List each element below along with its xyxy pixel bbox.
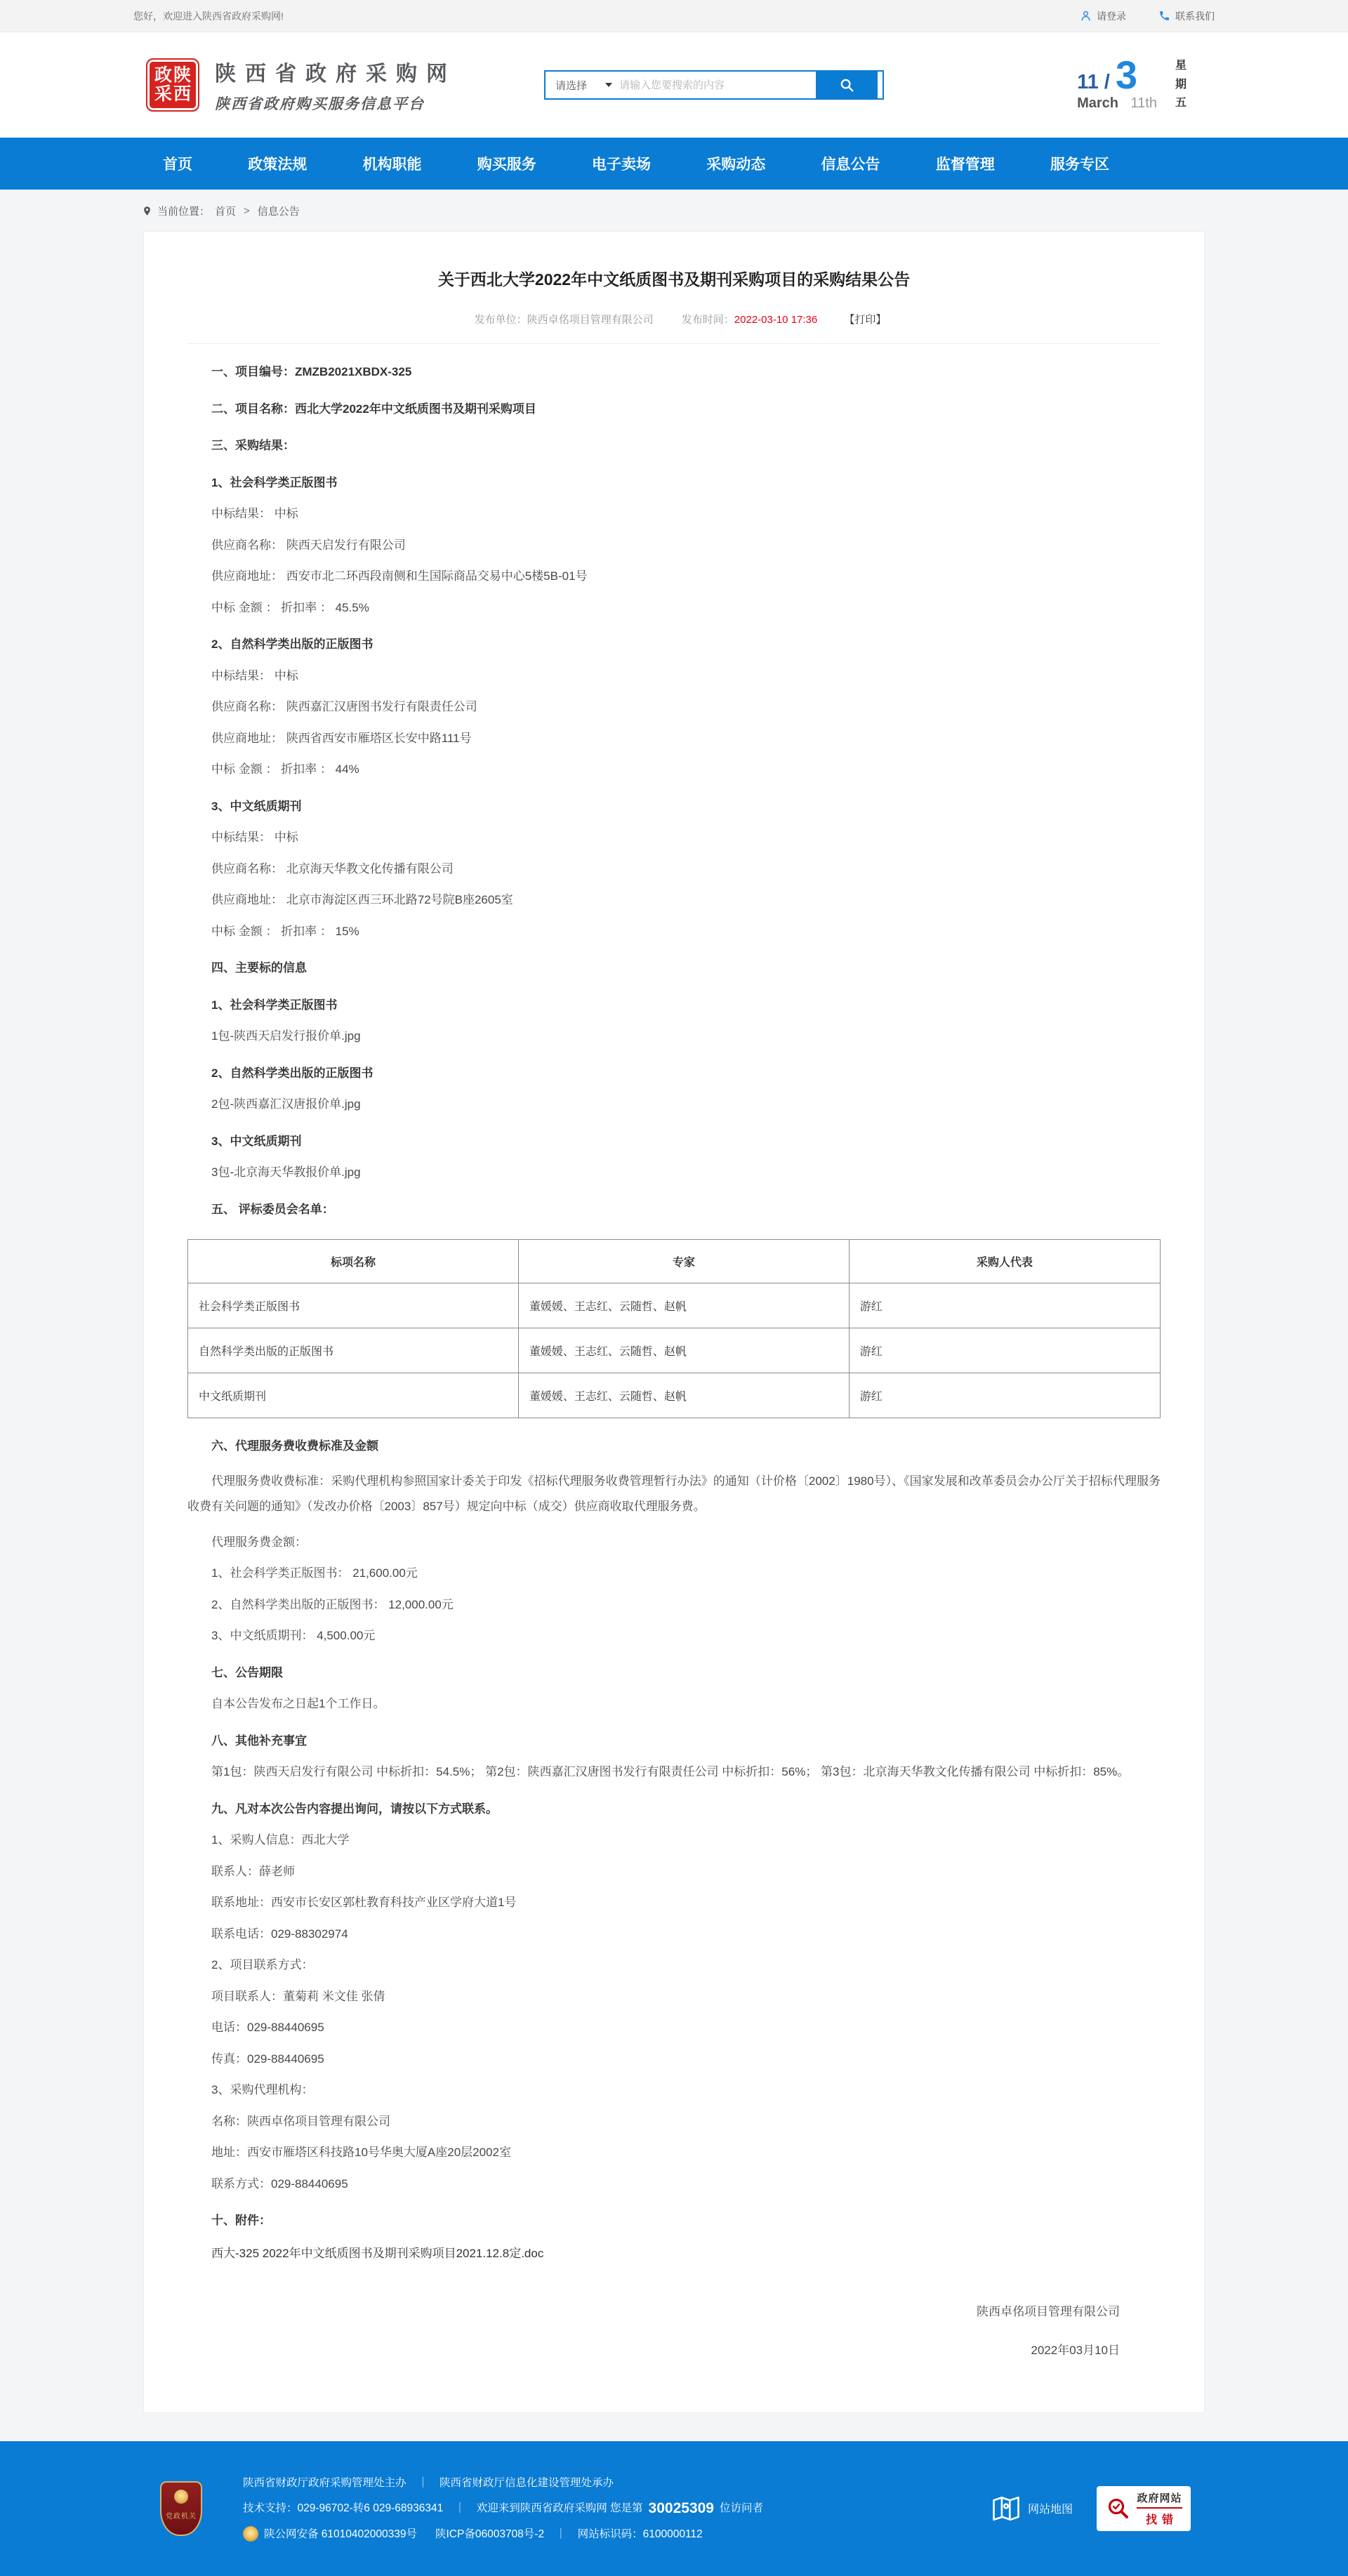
publish-time: 2022-03-10 17:36 bbox=[734, 314, 818, 326]
table-header-cell: 标项名称 bbox=[188, 1240, 519, 1283]
date-widget bbox=[1077, 53, 1187, 112]
table-cell: 社会科学类正版图书 bbox=[188, 1283, 519, 1328]
breadcrumb bbox=[133, 190, 1215, 231]
article-paragraph: 地址：西安市雁塔区科技路10号华奥大厦A座20层2002室 bbox=[211, 2146, 511, 2160]
sitemap-link[interactable] bbox=[991, 2494, 1073, 2523]
site-name: 陕西省政府采购网 bbox=[215, 62, 456, 86]
footer-site-code: 网站标识码：6100000112 bbox=[577, 2528, 703, 2540]
login-label: 请登录 bbox=[1097, 10, 1126, 22]
article-paragraph: 1、采购人信息：西北大学 bbox=[211, 1833, 350, 1847]
sitemap-label: 网站地图 bbox=[1027, 2504, 1073, 2516]
table-cell: 游红 bbox=[849, 1373, 1160, 1418]
section-heading: 2、自然科学类出版的正版图书 bbox=[211, 638, 374, 652]
footer-visitor-pre: 欢迎来到陕西省政府采购网 您是第 bbox=[476, 2502, 643, 2515]
table-row bbox=[188, 1283, 1161, 1328]
breadcrumb-prefix: 当前位置： bbox=[157, 206, 211, 218]
article-paragraph: 供应商地址： 西安市北二环西段南侧和生国际商品交易中心5楼5B-01号 bbox=[211, 569, 588, 583]
article-paragraph: 电话：029-88440695 bbox=[211, 2021, 324, 2035]
table-cell: 董媛媛、王志红、云随哲、赵帆 bbox=[518, 1373, 849, 1418]
section-heading: 八、其他补充事宜 bbox=[211, 1733, 307, 1748]
attachment-link[interactable]: 西大-325 2022年中文纸质图书及期刊采购项目2021.12.8定.doc bbox=[211, 2246, 544, 2260]
nav-item-policy[interactable]: 政策法规 bbox=[248, 157, 308, 173]
footer-tech-support: 技术支持：029-96702-转6 029-68936341 bbox=[243, 2502, 444, 2515]
footer-sponsor: 陕西省财政厅政府采购管理处主办 bbox=[243, 2476, 407, 2489]
table-cell: 游红 bbox=[849, 1283, 1160, 1328]
section-heading: 2、自然科学类出版的正版图书 bbox=[211, 1066, 374, 1080]
map-icon bbox=[991, 2494, 1021, 2523]
breadcrumb-current[interactable]: 信息公告 bbox=[257, 206, 300, 218]
article-paragraph: 供应商名称： 陕西嘉汇汉唐图书发行有限责任公司 bbox=[211, 700, 477, 714]
footer-icp-number[interactable]: 陕ICP备06003708号-2 bbox=[435, 2528, 545, 2540]
site-subtitle: 陕西省政府购买服务信息平台 bbox=[215, 96, 425, 112]
section-heading: 3、中文纸质期刊 bbox=[211, 799, 302, 813]
article-paragraph: 供应商地址： 北京市海淀区西三环北路72号院B座2605室 bbox=[211, 893, 513, 907]
page-title: 关于西北大学2022年中文纸质图书及期刊采购项目的采购结果公告 bbox=[437, 270, 911, 289]
date-month-name: March bbox=[1077, 95, 1118, 112]
article-paragraph: 名称：陕西卓佲项目管理有限公司 bbox=[211, 2114, 390, 2128]
article-paragraph: 1、社会科学类正版图书： 21,600.00元 bbox=[211, 1566, 418, 1580]
article-paragraph: 中标 金额 ： 折扣率 ： 45.5% bbox=[211, 600, 369, 614]
article-body bbox=[187, 363, 1161, 2358]
weekday-text bbox=[1175, 57, 1187, 112]
date-month-number: 3 bbox=[1115, 53, 1137, 98]
section-heading: 二、项目名称：西北大学2022年中文纸质图书及期刊采购项目 bbox=[211, 402, 536, 416]
section-heading: 九、凡对本次公告内容提出询问，请按以下方式联系。 bbox=[211, 1802, 498, 1816]
article-paragraph: 中标结果： 中标 bbox=[211, 831, 298, 845]
section-heading: 一、项目编号：ZMZB2021XBDX-325 bbox=[211, 365, 412, 379]
search-button[interactable] bbox=[816, 72, 878, 98]
table-row bbox=[188, 1373, 1161, 1418]
footer-organizer: 陕西省财政厅信息化建设管理处承办 bbox=[440, 2476, 614, 2489]
logo-char: 采 bbox=[154, 84, 172, 104]
article-paragraph: 代理服务费收费标准：采购代理机构参照国家计委关于印发《招标代理服务收费管理暂行办法》的通知（计价格〔2002〕1980号）、《国家发展和改革委员会办公厅关于招标代理服务收费有关问题的通知》（发改办价格〔2003〕857号）规定向中标（成交）供应商收取代理服务费。 bbox=[187, 1474, 1161, 1514]
footer-gongan-number[interactable]: 陕公网安备 61010402000339号 bbox=[264, 2528, 417, 2540]
publish-info bbox=[187, 312, 1161, 326]
table-header-cell: 采购人代表 bbox=[849, 1240, 1160, 1283]
shield-emblem-icon bbox=[174, 2490, 188, 2504]
visitor-count: 30025309 bbox=[648, 2500, 714, 2517]
table-cell: 游红 bbox=[849, 1328, 1160, 1373]
nav-item-supervision[interactable]: 监督管理 bbox=[935, 157, 995, 173]
nav-item-home[interactable]: 首页 bbox=[163, 157, 192, 173]
police-badge-icon bbox=[243, 2526, 258, 2542]
search-icon bbox=[839, 77, 854, 93]
article-paragraph: 联系人：薛老师 bbox=[211, 1864, 295, 1878]
article-paragraph: 供应商名称： 陕西天启发行有限公司 bbox=[211, 538, 406, 552]
article-paragraph: 代理服务费金额： bbox=[211, 1535, 307, 1549]
footer: 党政机关 陕西省财政厅政府采购管理处主办 ｜ 陕西省财政厅信息化建设管理处承办 技术支持：029-96702-转6 029-68936341 ｜ 欢迎来到陕西省政府采购网 您是第 30025309 位访问者 陕公网安备 61010402000339号 陕ICP备06003708号-2 ｜ 网站标识码：6100000112 网站地图 政府网站 找错 bbox=[0, 2441, 1348, 2576]
article-paragraph: 中标 金额 ： 折扣率 ： 44% bbox=[211, 762, 359, 777]
search-input[interactable] bbox=[619, 72, 816, 98]
signature-company: 陕西卓佲项目管理有限公司 bbox=[977, 2304, 1120, 2318]
section-heading: 十、附件： bbox=[211, 2214, 271, 2228]
header bbox=[0, 32, 1348, 138]
error-badge-line2: 找错 bbox=[1145, 2514, 1178, 2526]
search-category-select[interactable] bbox=[546, 72, 619, 98]
article-paragraph: 2包-陕西嘉汇汉唐报价单.jpg bbox=[211, 1097, 361, 1111]
weekday-char: 五 bbox=[1175, 97, 1187, 110]
user-icon bbox=[1080, 10, 1092, 22]
nav-item-purchase-service[interactable]: 购买服务 bbox=[477, 157, 536, 173]
table-header-row bbox=[188, 1240, 1161, 1283]
logo-char: 政 bbox=[154, 65, 172, 85]
location-pin-icon bbox=[142, 206, 152, 216]
main-nav bbox=[0, 138, 1348, 190]
article-paragraph: 传真：029-88440695 bbox=[211, 2052, 324, 2066]
section-heading: 1、社会科学类正版图书 bbox=[211, 475, 338, 489]
shield-label: 党政机关 bbox=[166, 2512, 197, 2521]
article-paragraph: 2、项目联系方式： bbox=[211, 1958, 314, 1972]
topbar bbox=[0, 0, 1348, 32]
table-row bbox=[188, 1328, 1161, 1373]
logo-char: 陕 bbox=[173, 65, 191, 85]
article-paragraph: 供应商名称： 北京海天华教文化传播有限公司 bbox=[211, 861, 454, 876]
section-heading: 六、代理服务费收费标准及金额 bbox=[211, 1439, 378, 1453]
article-paragraph: 联系地址：西安市长安区郭杜教育科技产业区学府大道1号 bbox=[211, 1896, 517, 1910]
section-heading: 1、社会科学类正版图书 bbox=[211, 998, 338, 1012]
article-paragraph: 中标结果： 中标 bbox=[211, 507, 298, 521]
error-finder-magnifier-icon bbox=[1105, 2496, 1130, 2521]
publisher-name: 陕西卓佲项目管理有限公司 bbox=[527, 314, 654, 326]
search-category-label: 请选择 bbox=[555, 79, 588, 92]
article-paragraph: 3、中文纸质期刊： 4,500.00元 bbox=[211, 1629, 376, 1643]
publish-time-label: 发布时间： bbox=[681, 314, 734, 326]
chevron-down-icon bbox=[605, 83, 612, 87]
footer-visitor-post: 位访问者 bbox=[719, 2502, 763, 2515]
section-heading: 三、采购结果： bbox=[211, 439, 295, 453]
print-button[interactable]: 【打印】 bbox=[844, 314, 887, 326]
phone-icon bbox=[1158, 10, 1170, 22]
article-paragraph: 3、采购代理机构： bbox=[211, 2083, 314, 2097]
article-paragraph: 3包-北京海天华教报价单.jpg bbox=[211, 1165, 361, 1180]
nav-item-announcements[interactable]: 信息公告 bbox=[821, 157, 880, 173]
gov-site-error-report-badge[interactable] bbox=[1097, 2486, 1191, 2531]
search-bar bbox=[544, 70, 884, 100]
section-heading: 四、主要标的信息 bbox=[211, 961, 307, 975]
table-cell: 自然科学类出版的正版图书 bbox=[188, 1328, 519, 1373]
welcome-text: 您好，欢迎进入陕西省政府采购网! bbox=[133, 10, 284, 22]
section-heading: 3、中文纸质期刊 bbox=[211, 1134, 302, 1148]
committee-table bbox=[187, 1239, 1161, 1418]
date-day: 11 / bbox=[1077, 71, 1110, 94]
nav-item-functions[interactable]: 机构职能 bbox=[362, 157, 422, 173]
article-paragraph: 项目联系人：董菊莉 米文佳 张倩 bbox=[211, 1989, 385, 2003]
logo-char: 西 bbox=[173, 84, 191, 104]
article-paragraph: 供应商地址： 陕西省西安市雁塔区长安中路111号 bbox=[211, 731, 472, 745]
article-paragraph: 联系电话：029-88302974 bbox=[211, 1927, 348, 1941]
signature-date: 2022年03月10日 bbox=[1031, 2343, 1120, 2357]
date-ordinal: 11th bbox=[1130, 95, 1157, 112]
login-link[interactable] bbox=[1080, 9, 1126, 23]
nav-item-procurement-news[interactable]: 采购动态 bbox=[706, 157, 766, 173]
nav-item-e-mall[interactable]: 电子卖场 bbox=[592, 157, 651, 173]
section-heading: 五、 评标委员会名单： bbox=[211, 1202, 334, 1216]
divider bbox=[187, 343, 1161, 344]
party-gov-shield-icon bbox=[160, 2481, 202, 2536]
article-paragraph: 联系方式：029-88440695 bbox=[211, 2177, 348, 2191]
contact-link[interactable] bbox=[1158, 9, 1215, 23]
breadcrumb-home[interactable]: 首页 bbox=[215, 206, 237, 218]
table-cell: 董媛媛、王志红、云随哲、赵帆 bbox=[518, 1328, 849, 1373]
table-cell: 中文纸质期刊 bbox=[188, 1373, 519, 1418]
logo-seal-icon bbox=[146, 58, 199, 112]
error-badge-line1: 政府网站 bbox=[1137, 2490, 1182, 2509]
contact-label: 联系我们 bbox=[1175, 10, 1215, 22]
section-heading: 七、公告期限 bbox=[211, 1665, 283, 1679]
article-paragraph: 中标 金额 ： 折扣率 ： 15% bbox=[211, 924, 359, 938]
weekday-char: 星 bbox=[1175, 60, 1187, 72]
breadcrumb-separator: > bbox=[244, 205, 250, 217]
weekday-char: 期 bbox=[1175, 78, 1187, 91]
table-header-cell: 专家 bbox=[518, 1240, 849, 1283]
table-cell: 董媛媛、王志红、云随哲、赵帆 bbox=[518, 1283, 849, 1328]
article-paragraph: 2、自然科学类出版的正版图书： 12,000.00元 bbox=[211, 1597, 454, 1611]
site-logo[interactable] bbox=[146, 56, 456, 114]
article-paragraph: 1包-陕西天启发行报价单.jpg bbox=[211, 1029, 361, 1043]
article-paragraph: 中标结果： 中标 bbox=[211, 668, 298, 682]
article-paragraph: 自本公告发布之日起1个工作日。 bbox=[211, 1697, 385, 1711]
article-paragraph: 第1包：陕西天启发行有限公司 中标折扣：54.5%； 第2包：陕西嘉汇汉唐图书发行有限责任公司 中标折扣：56%； 第3包：北京海天华教文化传播有限公司 中标折扣：85%。 bbox=[211, 1765, 1130, 1779]
nav-item-service-zone[interactable]: 服务专区 bbox=[1050, 157, 1109, 173]
announcement-card bbox=[143, 231, 1205, 2413]
publisher-label: 发布单位： bbox=[474, 314, 527, 326]
